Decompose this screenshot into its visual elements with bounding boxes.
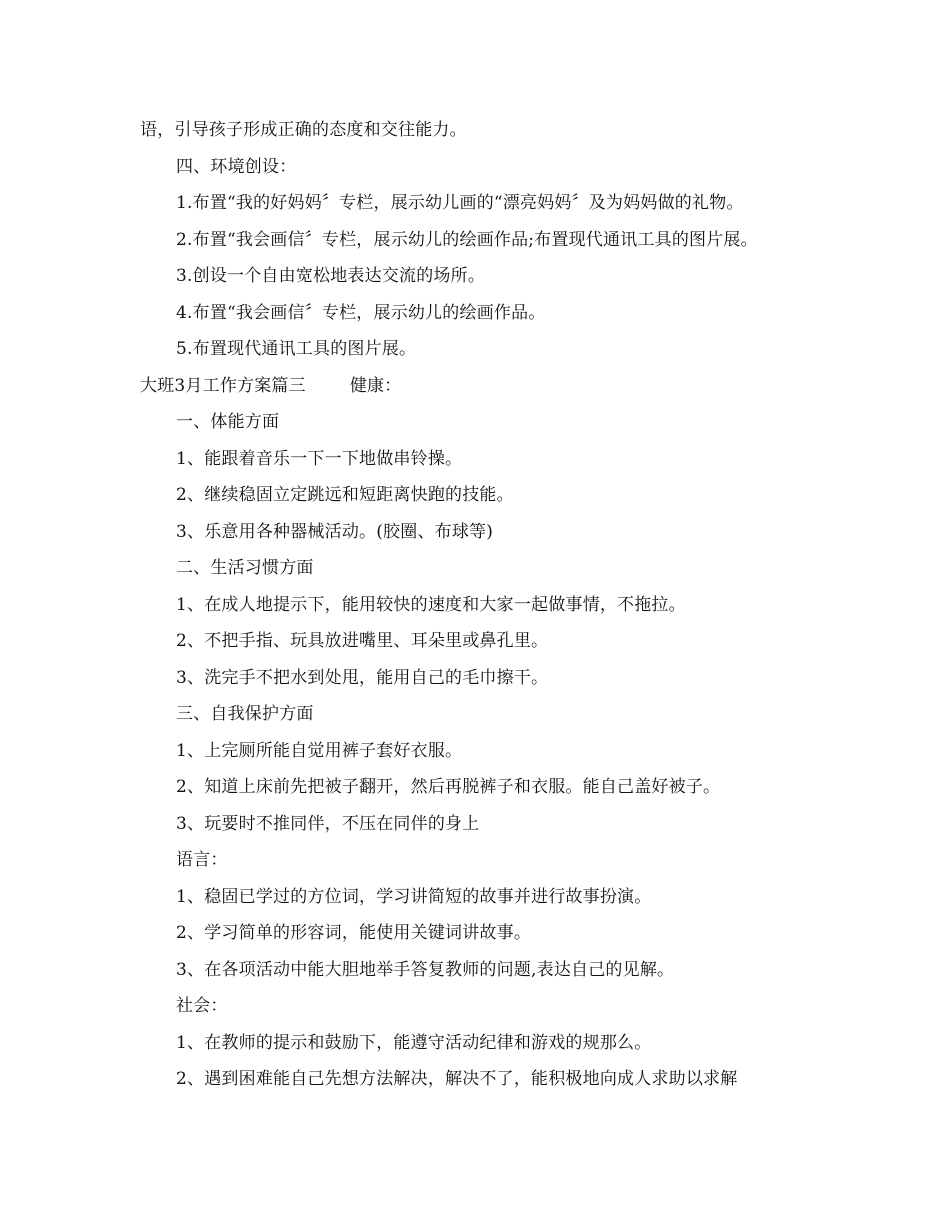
text-line: 语，引导孩子形成正确的态度和交往能力。 xyxy=(140,120,467,140)
section-heading: 二、生活习惯方面 xyxy=(176,558,314,578)
text-line: 5.布置现代通讯工具的图片展。 xyxy=(176,339,417,359)
section-heading: 一、体能方面 xyxy=(176,412,280,432)
section-heading: 四、环境创设： xyxy=(176,157,297,177)
section-heading: 健康： xyxy=(349,376,402,396)
text-line: 3、洗完手不把水到处甩，能用自己的毛巾擦干。 xyxy=(176,668,549,688)
text-line: 3.创设一个自由宽松地表达交流的场所。 xyxy=(176,266,486,286)
section-heading: 社会： xyxy=(176,996,228,1016)
text-line: 2、学习简单的形容词，能使用关键词讲故事。 xyxy=(176,923,532,943)
text-line: 3、玩要时不推同伴，不压在同伴的身上 xyxy=(176,814,480,834)
text-line: 4.布置“我会画信〞专栏，展示幼儿的绘画作品。 xyxy=(176,303,546,323)
document-title-line xyxy=(140,375,401,397)
text-line: 2、继续稳固立定跳远和短距离快跑的技能。 xyxy=(176,485,514,505)
section-heading: 语言： xyxy=(176,850,228,870)
text-line: 3、乐意用各种器械活动。(胶圈、布球等) xyxy=(176,522,494,542)
text-line: 2、知道上床前先把被子翻开，然后再脱裤子和衣服。能自己盖好被子。 xyxy=(176,777,721,797)
text-line: 1、能跟着音乐一下一下地做串铃操。 xyxy=(176,449,463,469)
section-heading: 三、自我保护方面 xyxy=(176,704,314,724)
text-line: 1、上完厕所能自觉用裤子套好衣服。 xyxy=(176,741,463,761)
document-title: 大班3月工作方案篇三 xyxy=(140,376,306,396)
text-line: 1、在成人地提示下，能用较快的速度和大家一起做事情，不拖拉。 xyxy=(176,595,686,615)
text-line: 2、不把手指、玩具放进嘴里、耳朵里或鼻孔里。 xyxy=(176,631,549,651)
text-line: 3、在各项活动中能大胆地举手答复教师的问题,表达自己的见解。 xyxy=(176,960,675,980)
text-line: 1、稳固已学过的方位词，学习讲简短的故事并进行故事扮演。 xyxy=(176,887,652,907)
text-line: 1、在教师的提示和鼓励下，能遵守活动纪律和游戏的规那么。 xyxy=(176,1033,652,1053)
text-line: 2.布置“我会画信〞专栏，展示幼儿的绘画作品;布置现代通讯工具的图片展。 xyxy=(176,230,758,250)
text-line: 1.布置“我的好妈妈〞专栏，展示幼儿画的“漂亮妈妈〞及为妈妈做的礼物。 xyxy=(176,193,744,213)
text-line: 2、遇到困难能自己先想方法解决，解决不了，能积极地向成人求助以求解 xyxy=(176,1069,738,1089)
